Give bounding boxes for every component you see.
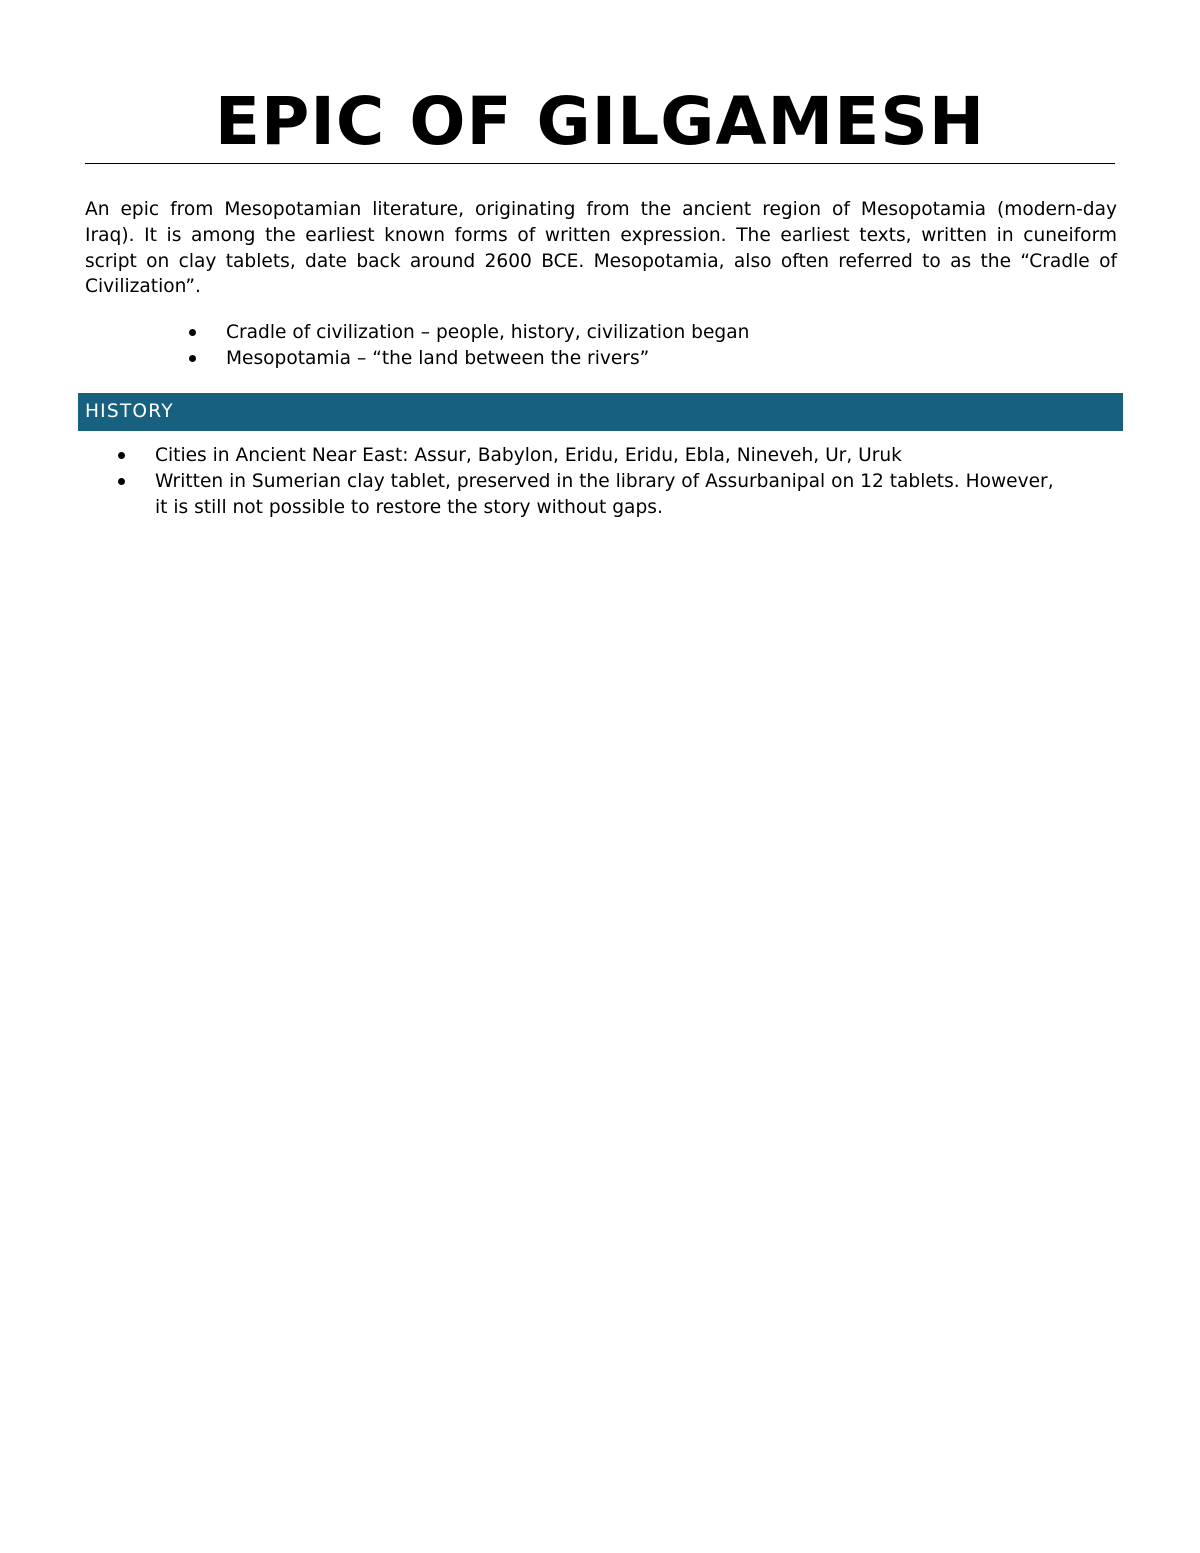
list-item-text: Mesopotamia – “the land between the rivers” (226, 348, 650, 369)
bullet-icon (189, 329, 196, 336)
history-bullet-list (155, 443, 1115, 521)
intro-line: Civilization”. (85, 276, 201, 298)
intro-bullet-list (226, 320, 1126, 372)
bullet-icon (118, 452, 125, 459)
document-title: EPIC OF GILGAMESH (214, 83, 986, 160)
list-item (226, 346, 1126, 372)
bullet-icon (118, 478, 125, 485)
intro-paragraph (85, 197, 1117, 300)
intro-line: An epic from Mesopotamian literature, originating from the ancient region of Mesopotamia (modern-day (85, 199, 1117, 220)
list-item-text: it is still not possible to restore the story without gaps. (155, 497, 663, 518)
list-item (155, 443, 1115, 469)
list-item-text: Cities in Ancient Near East: Assur, Babylon, Eridu, Eridu, Ebla, Nineveh, Ur, Uruk (155, 445, 902, 466)
list-item-text: Written in Sumerian clay tablet, preserved in the library of Assurbanipal on 12 tablets. However, (155, 471, 1054, 492)
list-item-text: Cradle of civilization – people, history, civilization began (226, 322, 750, 343)
section-header-history (78, 393, 1123, 431)
list-item (155, 469, 1115, 521)
title-divider (85, 163, 1115, 164)
list-item (226, 320, 1126, 346)
intro-line: script on clay tablets, date back around 2600 BCE. Mesopotamia, also often referred to as the “Cradle of (85, 250, 1117, 272)
bullet-icon (189, 355, 196, 362)
intro-line: Iraq). It is among the earliest known forms of written expression. The earliest texts, written in cuneiform (85, 224, 1117, 246)
section-heading: HISTORY (85, 401, 174, 422)
